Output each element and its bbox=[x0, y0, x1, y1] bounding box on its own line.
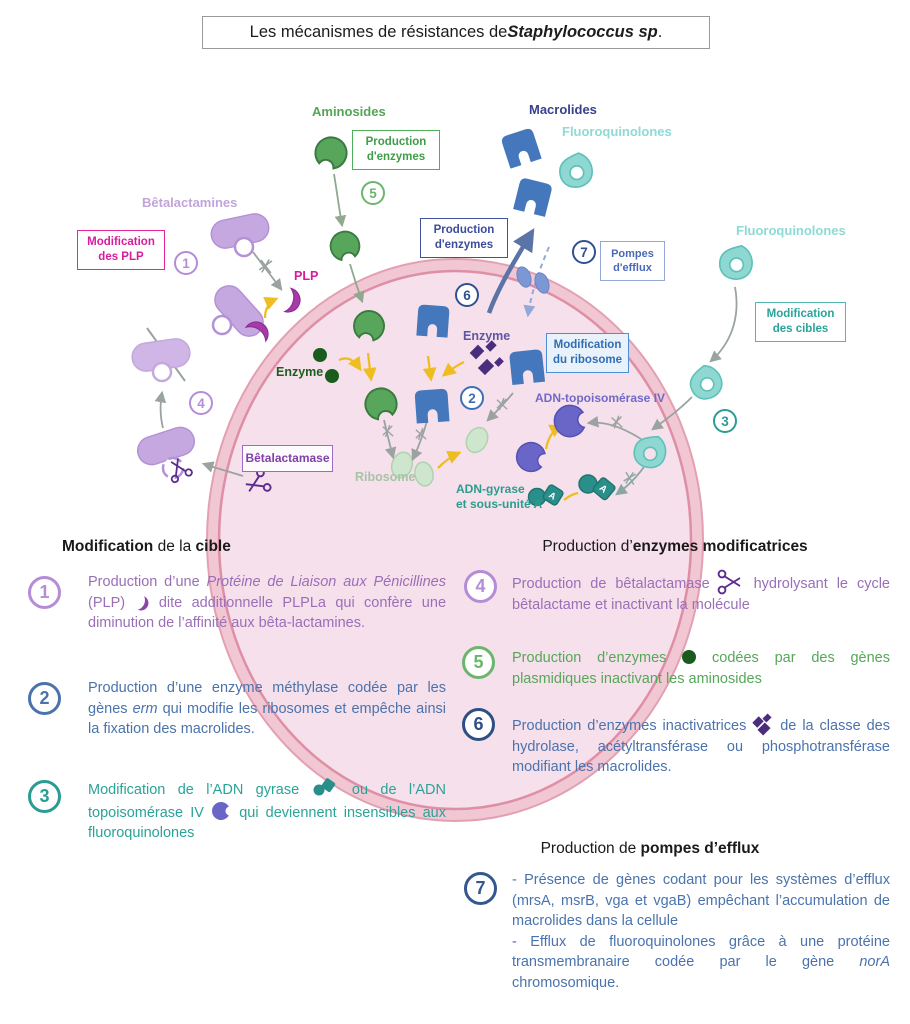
label-betalactamines: Bêtalactamines bbox=[142, 195, 238, 210]
item-2-number: 2 bbox=[28, 682, 61, 715]
label-adn-gyrase bbox=[456, 482, 542, 512]
adn-gyrase-icon bbox=[312, 778, 340, 798]
box-modification-ribosome bbox=[546, 333, 629, 373]
diagram-step-2: 2 bbox=[460, 386, 484, 410]
label-aminosides: Aminosides bbox=[312, 104, 386, 119]
item-1-seg: (PLP) bbox=[88, 594, 135, 611]
label-enzyme-center: Enzyme bbox=[463, 329, 511, 343]
item-7-line2 bbox=[512, 932, 890, 994]
label-adn-gyrase-line2: et sous-unité A bbox=[456, 497, 543, 511]
item-5-number: 5 bbox=[462, 646, 495, 679]
item-1-seg: dite additionnelle PLPLa qui confère une diminution de l’affinité aux bêta-lactamines. bbox=[88, 594, 447, 631]
label-macrolides: Macrolides bbox=[529, 102, 597, 117]
box-text: d'efflux bbox=[613, 262, 652, 274]
label-adn-topoisomerase: ADN-topoisomérase IV bbox=[535, 391, 666, 405]
heading-part: Production d’ bbox=[542, 538, 633, 555]
diagram-step-4: 4 bbox=[189, 391, 213, 415]
enzyme-diamonds-icon bbox=[752, 714, 774, 734]
diagram-step-6: 6 bbox=[455, 283, 479, 307]
heading-part: Modification bbox=[62, 538, 154, 555]
cell-diagram bbox=[0, 55, 910, 515]
title-prefix: Les mécanismes de résistances de bbox=[249, 23, 508, 41]
item-4-seg: Production de bêtalactamase bbox=[512, 576, 719, 592]
gyrase-subunit-letter: A bbox=[547, 489, 558, 502]
label-fluoroquinolones-top: Fluoroquinolones bbox=[562, 124, 672, 139]
box-text: Bêtalactamase bbox=[245, 450, 330, 465]
item-4-number: 4 bbox=[464, 570, 497, 603]
title-species: Staphylococcus sp bbox=[507, 23, 658, 41]
box-text: Modification bbox=[766, 308, 835, 321]
item-7-italic: norA bbox=[859, 954, 890, 970]
item-1-italic: Protéine de Liaison aux Pénicillines bbox=[206, 574, 446, 590]
item-3-seg: qui deviennent insensibles aux fluoroquinolones bbox=[88, 804, 446, 841]
item-1-text bbox=[88, 572, 446, 634]
label-enzyme-left: Enzyme bbox=[276, 365, 324, 379]
label-plp: PLP bbox=[294, 269, 319, 283]
box-modification-cibles bbox=[755, 302, 846, 342]
box-text: Production bbox=[433, 224, 495, 237]
box-text: Modification bbox=[553, 339, 622, 352]
item-5-seg: codées par des gènes plasmidiques inactivant les aminosides bbox=[512, 650, 890, 687]
gyrase-subunit-letter: A bbox=[596, 482, 610, 496]
box-production-enzymes-green bbox=[352, 130, 440, 170]
item-5-seg: Production d’enzymes bbox=[512, 650, 683, 666]
label-adn-gyrase-line1: ADN-gyrase bbox=[456, 482, 525, 496]
heading-part: de la bbox=[153, 538, 196, 555]
item-7-line1: - Présence de gènes codant pour les systèmes d’efflux (mrsA, msrB, vga et vgaB) empêchant l’accumulation de macrolides dans la cellule bbox=[512, 872, 890, 929]
item-4-text bbox=[512, 572, 890, 615]
heading-pompes-efflux bbox=[480, 840, 820, 858]
box-text: d'enzymes bbox=[366, 151, 426, 163]
item-5-text bbox=[512, 648, 890, 689]
plp-crescent-icon bbox=[134, 594, 149, 611]
item-4-seg: hydrolysant le cycle bêtalactame et inactivant la molécule bbox=[512, 576, 890, 613]
item-2-seg: Production d’une enzyme méthylase codée par les gènes bbox=[88, 680, 446, 717]
box-text: d'enzymes bbox=[434, 239, 494, 251]
diagram-step-1: 1 bbox=[174, 251, 198, 275]
item-1-number: 1 bbox=[28, 576, 61, 609]
item-3-seg: ou de l’ADN topoisomérase IV bbox=[88, 782, 446, 821]
label-ribosome: Ribosome bbox=[355, 470, 416, 484]
item-7-text bbox=[512, 870, 890, 993]
box-text: des PLP bbox=[98, 251, 144, 263]
item-7-seg: - Efflux de fluoroquinolones grâce à une protéine transmembranaire codée par le gène bbox=[512, 933, 890, 970]
heading-part: pompes d’efflux bbox=[640, 840, 760, 857]
betalactam-ring bbox=[235, 238, 253, 256]
heading-part: cible bbox=[195, 538, 231, 555]
item-7-number: 7 bbox=[464, 872, 497, 905]
item-1-seg: Production d’une bbox=[88, 574, 207, 590]
betalactamase-scissors-icon bbox=[719, 572, 745, 592]
diagram-step-3: 3 bbox=[713, 409, 737, 433]
heading-part: Production de bbox=[540, 840, 641, 857]
heading-part: enzymes modificatrices bbox=[632, 538, 808, 555]
box-text: Production bbox=[365, 136, 427, 149]
adn-topoisomerase-icon bbox=[211, 801, 232, 821]
box-text: du ribosome bbox=[552, 354, 622, 366]
enzyme-dot-icon bbox=[682, 650, 696, 664]
item-2-italic: erm bbox=[132, 700, 158, 717]
title-suffix: . bbox=[657, 23, 663, 41]
item-7-seg: chromosomique. bbox=[512, 974, 620, 991]
page-title bbox=[202, 16, 710, 49]
box-text: des cibles bbox=[772, 323, 829, 335]
item-2-seg: qui modifie les ribosomes et empêche ainsi la fixation des macrolides. bbox=[88, 700, 446, 737]
diagram-step-5: 5 bbox=[361, 181, 385, 205]
box-text: Modification bbox=[87, 236, 155, 249]
heading-modification-cible bbox=[62, 538, 231, 556]
box-pompes-efflux bbox=[600, 241, 665, 281]
box-betalactamase bbox=[242, 445, 333, 472]
heading-enzymes-modificatrices bbox=[480, 538, 870, 556]
item-6-text bbox=[512, 714, 890, 778]
box-modification-plp bbox=[77, 230, 165, 270]
box-production-enzymes-blue bbox=[420, 218, 508, 258]
diagram-step-7: 7 bbox=[572, 240, 596, 264]
item-6-seg: de la classe des hydrolase, acétyltransférase ou phosphotransférase modifiant les macrolides. bbox=[512, 718, 890, 775]
item-3-seg: Modification de l’ADN gyrase bbox=[88, 782, 312, 798]
label-fluoroquinolones-right: Fluoroquinolones bbox=[736, 223, 846, 238]
item-3-number: 3 bbox=[28, 780, 61, 813]
box-text: Pompes bbox=[611, 247, 654, 260]
item-3-text bbox=[88, 778, 446, 844]
item-6-number: 6 bbox=[462, 708, 495, 741]
item-6-seg: Production d’enzymes inactivatrices bbox=[512, 718, 753, 734]
item-2-text bbox=[88, 678, 446, 740]
